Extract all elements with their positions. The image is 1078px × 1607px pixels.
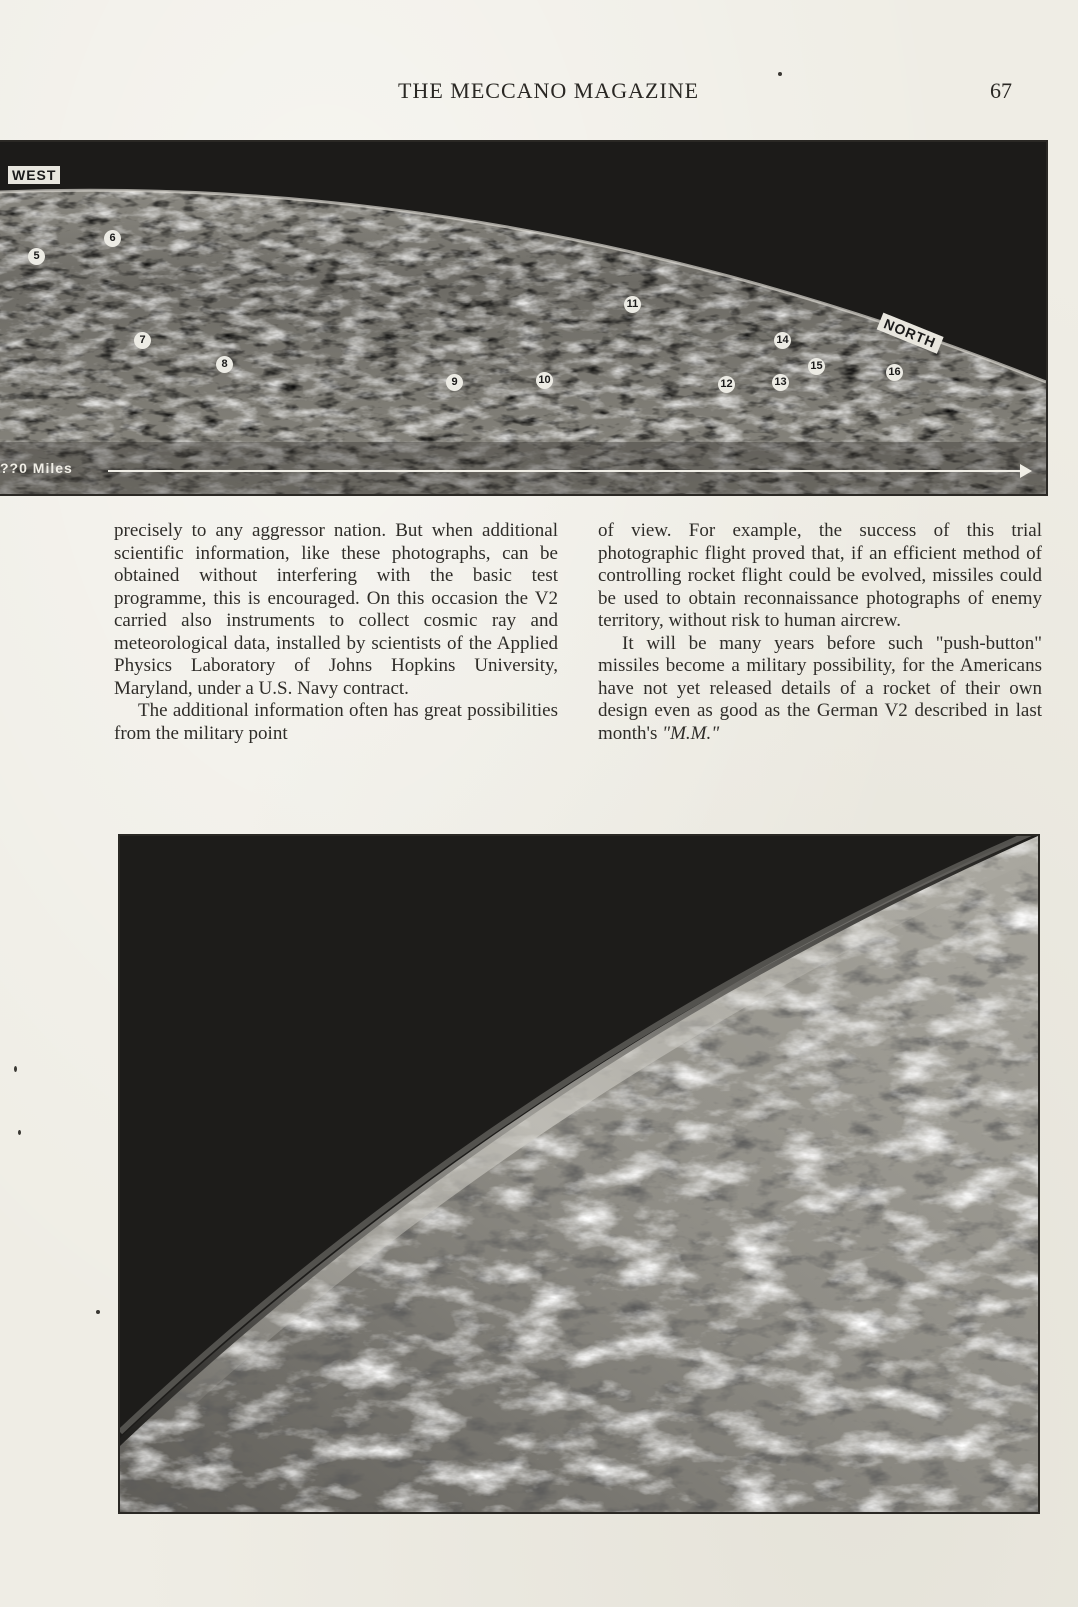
running-head: THE MECCANO MAGAZINE: [398, 78, 700, 103]
magazine-abbreviation: "M.M.": [662, 722, 720, 744]
paper-speck: [96, 1310, 100, 1314]
west-label: WEST: [8, 166, 60, 184]
map-marker: 12: [718, 376, 735, 393]
article-column-left: [114, 520, 558, 745]
scale-arrow-line: [108, 470, 1028, 472]
map-marker: 11: [624, 296, 641, 313]
earth-horizon-image: [120, 836, 1038, 1512]
page-number: 67: [990, 78, 1012, 103]
earth-horizon-photo: [118, 834, 1040, 1514]
paper-speck: [14, 1066, 17, 1072]
earth-panorama-photo: [0, 140, 1048, 496]
article-paragraph: The additional information often has great possibilities from the military point: [114, 700, 558, 744]
article-paragraph: of view. For example, the success of this trial photographic flight proved that, if an efficient method of controlling rocket flight could be evolved, missiles could be used to obtain reconnaissance photographs of enemy territory, without risk to human aircrew.: [598, 520, 1042, 631]
map-marker: 8: [216, 356, 233, 373]
article-paragraph: precisely to any aggressor nation. But when additional scientific information, like these photographs, can be obtained without interfering with the basic test programme, this is encouraged. On this occasion the V2 carried also instruments to collect cosmic ray and meteorological data, installed by scientists of the Applied Physics Laboratory of Johns Hopkins University, Maryland, under a U.S. Navy contract.: [114, 520, 558, 699]
map-marker: 10: [536, 372, 553, 389]
map-marker: 13: [772, 374, 789, 391]
paper-speck: [18, 1130, 21, 1135]
scale-label: ??0 Miles: [0, 460, 73, 476]
map-marker: 16: [886, 364, 903, 381]
article-paragraph: [598, 633, 1042, 746]
map-marker: 5: [28, 248, 45, 265]
map-marker: 15: [808, 358, 825, 375]
map-marker: 7: [134, 332, 151, 349]
article-paragraph-text: It will be many years before such "push-button" missiles become a military possibility, for the Americans have not yet released details of a rocket of their own design even as good as the German V2 described in last month's: [598, 632, 1042, 744]
map-marker: 6: [104, 230, 121, 247]
north-label: NORTH: [877, 313, 944, 354]
ink-dot: [778, 72, 782, 76]
arrow-right-icon: [1020, 464, 1032, 478]
map-marker: 14: [774, 332, 791, 349]
map-marker: 9: [446, 374, 463, 391]
article-column-right: [598, 520, 1042, 745]
